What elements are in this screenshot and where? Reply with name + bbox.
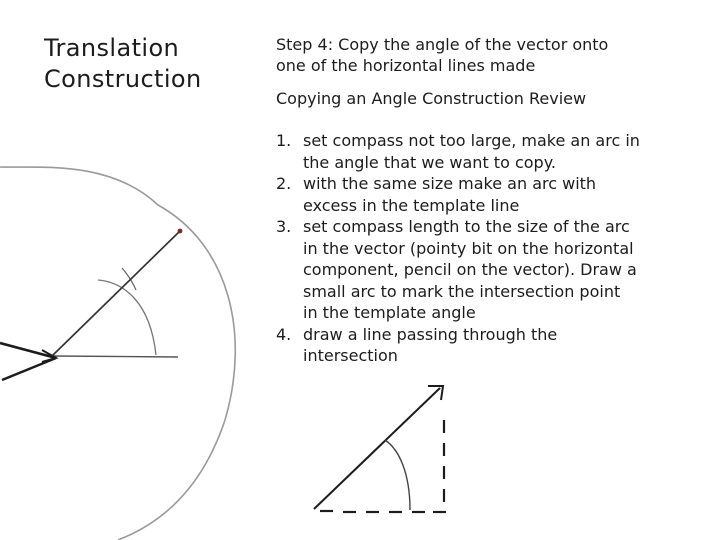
list-item-line: small arc to mark the intersection point (303, 281, 621, 301)
slide-title-line: Translation (44, 34, 180, 62)
original-vector-upper (0, 343, 56, 358)
copied-angle-arc (98, 280, 156, 355)
list-item-line: with the same size make an arc with (303, 174, 597, 193)
reference-angle-arc (385, 440, 410, 510)
list-item-line: excess in the template line (303, 195, 520, 215)
horizontal-template-line (52, 356, 178, 357)
list-item-line: the angle that we want to copy. (303, 152, 556, 172)
review-heading: Copying an Angle Construction Review (276, 89, 587, 108)
construction-steps-list (276, 130, 706, 367)
intersection-tick-arc (122, 268, 136, 290)
slide-title (44, 33, 244, 95)
copied-vector-line (52, 231, 180, 356)
list-item-line: in the vector (pointy bit on the horizontal (303, 238, 634, 258)
vector-endpoint-marker (178, 229, 183, 234)
reference-arrowhead (428, 386, 443, 400)
step-heading-line: Step 4: Copy the angle of the vector onto (276, 35, 609, 54)
list-item-line: in the template angle (303, 303, 476, 322)
list-item-number: 2. (276, 174, 292, 193)
reference-horizontal-dashes (320, 511, 446, 512)
slide-title-line: Construction (44, 65, 202, 93)
list-item-line: intersection (303, 346, 398, 365)
reference-hypotenuse (314, 388, 440, 509)
large-compass-circle (0, 167, 235, 540)
step-heading (276, 34, 706, 76)
list-item-number: 1. (276, 131, 292, 150)
list-item-line: set compass length to the size of the arc (303, 217, 630, 236)
list-item-line: component, pencil on the vector). Draw a (303, 260, 637, 279)
list-item (276, 173, 706, 216)
list-item-number: 3. (276, 217, 292, 236)
list-item (276, 216, 706, 324)
list-item-line: set compass not too large, make an arc in (303, 131, 640, 150)
list-item (276, 130, 706, 173)
original-vector-lower (2, 358, 56, 380)
list-item-number: 4. (276, 324, 292, 344)
list-item (276, 324, 706, 367)
list-item-line: draw a line passing through the (303, 324, 558, 344)
vertex-arrowhead (42, 350, 56, 362)
step-heading-line: one of the horizontal lines made (276, 56, 536, 75)
